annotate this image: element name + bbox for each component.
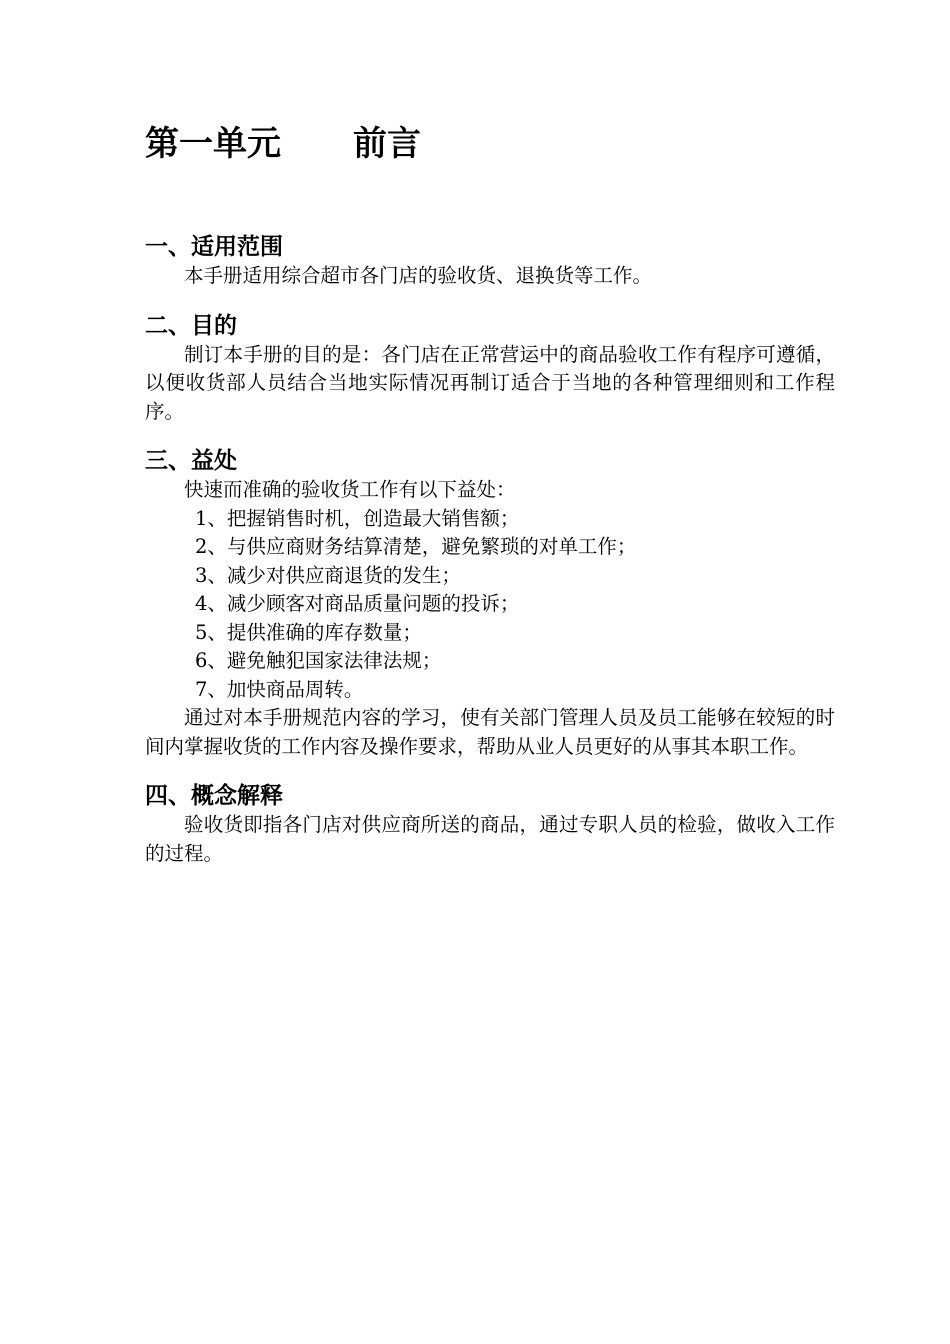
section-paragraph: 本手册适用综合超市各门店的验收货、退换货等工作。	[184, 264, 653, 287]
section-heading: 四、概念解释	[145, 783, 283, 809]
unit-name: 前言	[353, 124, 421, 164]
section-closing: 通过对本手册规范内容的学习，使有关部门管理人员及员工能够在较短的时间内掌握收货的工作内容及操作要求，帮助从业人员更好的从事其本职工作。	[145, 706, 835, 758]
section-definition	[145, 781, 835, 868]
section-paragraph: 验收货即指各门店对供应商所送的商品，通过专职人员的检验，做收入工作的过程。	[145, 813, 835, 865]
document-page	[145, 118, 835, 888]
section-heading: 三、益处	[145, 448, 237, 474]
section-paragraph: 制订本手册的目的是：各门店在正常营运中的商品验收工作有程序可遵循，以便收货部人员结合当地实际情况再制订适合于当地的各种管理细则和工作程序。	[145, 342, 835, 423]
section-benefits	[145, 446, 835, 761]
list-item: 4、减少顾客对商品质量问题的投诉；	[195, 592, 520, 615]
list-item: 3、减少对供应商退货的发生；	[195, 563, 461, 587]
list-item: 2、与供应商财务结算清楚，避免繁琐的对单工作；	[195, 535, 637, 558]
section-heading: 二、目的	[145, 312, 237, 339]
unit-title	[145, 118, 835, 170]
section-heading: 一、适用范围	[145, 234, 283, 260]
list-item: 1、把握销售时机，创造最大销售额；	[195, 506, 520, 530]
section-scope	[145, 232, 835, 291]
list-item: 5、提供准确的库存数量；	[195, 620, 422, 644]
benefits-list	[145, 505, 835, 705]
section-purpose	[145, 311, 835, 427]
list-item: 6、避免触犯国家法律法规；	[195, 649, 442, 672]
list-item: 7、加快商品周转。	[195, 677, 364, 701]
unit-number: 第一单元	[145, 124, 281, 164]
section-intro: 快速而准确的验收货工作有以下益处：	[184, 478, 516, 501]
